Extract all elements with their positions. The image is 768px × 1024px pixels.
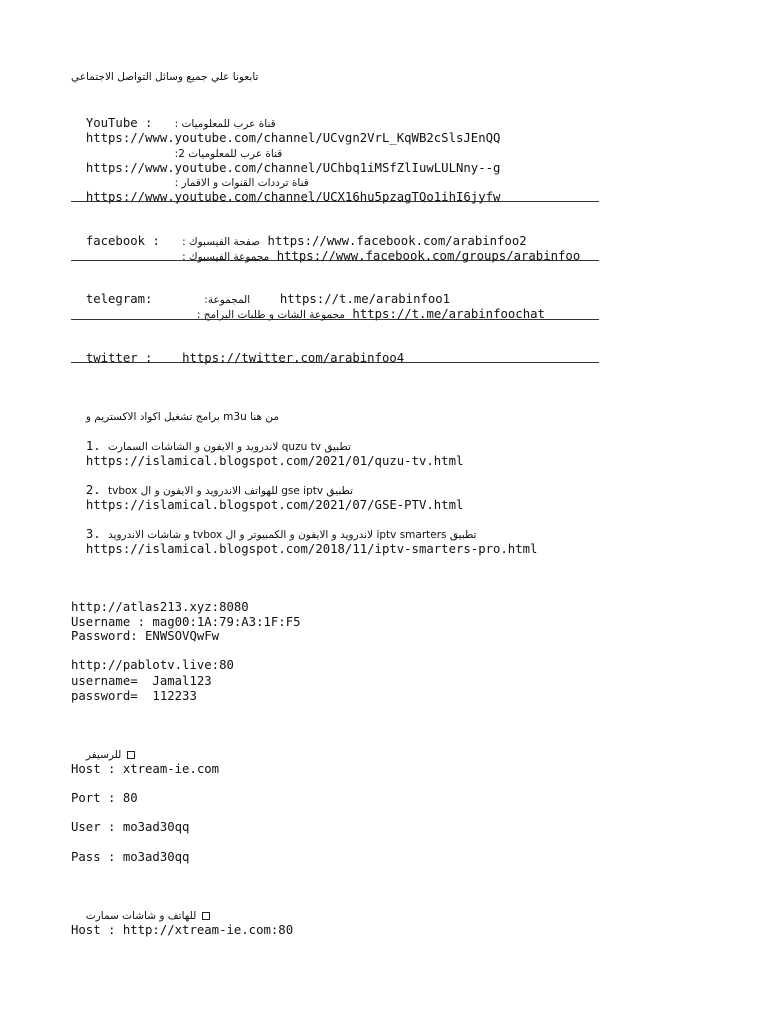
phones-host: Host : http://xtream-ie.com:80 <box>71 923 294 937</box>
facebook-group-name: مجموعة الفيسبوك : <box>182 251 270 263</box>
app-2-url-row <box>71 483 463 513</box>
receiver-heading: للرسيفر <box>85 749 122 761</box>
server-2-password: password= 112233 <box>71 689 197 703</box>
apps-heading <box>71 394 279 425</box>
youtube-channel-3-link[interactable]: https://www.youtube.com/channel/UCX16hu5pzagTQo1ihI6jyfw <box>85 190 501 204</box>
server-1-url[interactable]: http://atlas213.xyz:8080 <box>71 600 249 614</box>
telegram-group-name: المجموعة: <box>204 294 251 306</box>
youtube-channel-3-name: قناة ترددات القنوات و الاقمار : <box>174 177 309 189</box>
youtube-channel-2-name: قناة عرب للمعلوميات 2: <box>174 148 283 160</box>
facebook-label: facebook : <box>85 234 160 248</box>
square-bullet-icon <box>202 912 210 920</box>
app-2-title: تطبيق gse iptv للهواتف الاندرويد و الايفون و ال tvbox <box>108 485 354 497</box>
receiver-port: Port : 80 <box>71 791 138 805</box>
twitter-label: twitter : <box>85 351 153 365</box>
app-1-number: 1. <box>85 439 101 453</box>
server-2-username: username= Jamal123 <box>71 674 212 688</box>
facebook-page-link[interactable]: https://www.facebook.com/arabinfoo2 <box>267 234 527 248</box>
divider <box>71 319 599 320</box>
phones-heading-row <box>71 893 210 924</box>
twitter-link[interactable]: https://twitter.com/arabinfoo4 <box>182 351 405 365</box>
telegram-label: telegram: <box>85 292 153 306</box>
facebook-group-link[interactable]: https://www.facebook.com/groups/arabinfoo <box>276 249 581 263</box>
server-1-username: Username : mag00:1A:79:A3:1F:F5 <box>71 615 301 629</box>
youtube-channel-1-name: قناة عرب للمعلوميات : <box>174 118 276 130</box>
app-3-url-row <box>71 527 537 557</box>
app-1-title: تطبيق quzu tv لاندرويد و الايفون و الشاشات السمارت <box>108 441 351 453</box>
app-1-url-row <box>71 439 463 469</box>
receiver-pass: Pass : mo3ad30qq <box>71 850 190 864</box>
divider <box>71 362 599 363</box>
server-1-password: Password: ENWSOVQwFw <box>71 629 220 643</box>
phones-heading: للهاتف و شاشات سمارت <box>85 910 197 922</box>
app-3-link[interactable]: https://islamical.blogspot.com/2018/11/iptv-smarters-pro.html <box>85 542 538 556</box>
divider <box>71 201 599 202</box>
youtube-channel-1-link[interactable]: https://www.youtube.com/channel/UCvgn2VrL_KqWB2cSlsJEnQQ <box>85 131 501 145</box>
receiver-user: User : mo3ad30qq <box>71 820 190 834</box>
divider <box>71 260 599 261</box>
youtube-label: YouTube : <box>85 116 153 130</box>
app-3-number: 3. <box>85 527 101 541</box>
facebook-page-name: صفحة الفيسبوك : <box>182 236 261 248</box>
youtube-channel-2-link[interactable]: https://www.youtube.com/channel/UChbq1iMSfZlIuwLULNny--g <box>85 161 501 175</box>
telegram-chat-name: مجموعة الشات و طلبات البرامج : <box>196 309 346 321</box>
apps-heading-text: من هنا m3u برامج تشغيل اكواد الاكستريم و <box>85 411 279 423</box>
receiver-host: Host : xtream-ie.com <box>71 762 220 776</box>
telegram-group-link[interactable]: https://t.me/arabinfoo1 <box>279 292 451 306</box>
follow-us-text: تابعونا علي جميع وسائل التواصل الاجتماعي <box>71 71 259 83</box>
server-2-url[interactable]: http://pablotv.live:80 <box>71 658 234 672</box>
square-bullet-icon <box>127 751 135 759</box>
app-3-title: تطبيق iptv smarters لاندرويد و الايفون و الكمبيوتر و ال tvbox و شاشات الاندرويد <box>108 529 477 541</box>
receiver-heading-row <box>71 732 135 763</box>
app-2-link[interactable]: https://islamical.blogspot.com/2021/07/GSE-PTV.html <box>85 498 464 512</box>
telegram-chat-link[interactable]: https://t.me/arabinfoochat <box>352 307 545 321</box>
app-1-link[interactable]: https://islamical.blogspot.com/2021/01/quzu-tv.html <box>85 454 464 468</box>
app-2-number: 2. <box>85 483 101 497</box>
